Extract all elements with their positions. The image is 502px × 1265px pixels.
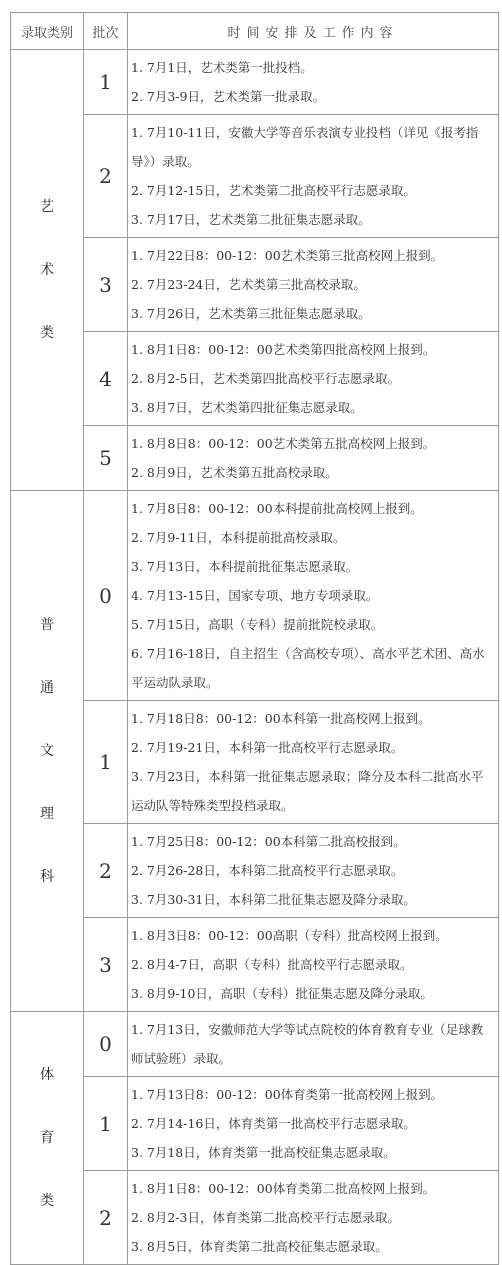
schedule-content-cell xyxy=(128,918,499,1012)
schedule-item: 1. 8月1日8：00-12：00体育类第二批高校网上报到。 xyxy=(131,1181,436,1196)
schedule-item: 1. 7月22日8：00-12：00艺术类第三批高校网上报到。 xyxy=(131,248,444,263)
batch-number: 2 xyxy=(84,1171,128,1265)
table-row xyxy=(11,332,499,426)
schedule-item: 2. 7月14-16日，体育类第一批高校平行志愿录取。 xyxy=(131,1116,416,1131)
schedule-item: 1. 7月25日8：00-12：00本科第二批高校报到。 xyxy=(131,834,406,849)
header-content: 时间安排及工作内容 xyxy=(128,13,499,50)
table-row xyxy=(11,238,499,332)
schedule-item: 5. 7月15日，高职（专科）提前批院校录取。 xyxy=(131,617,384,632)
schedule-content-cell xyxy=(128,824,499,918)
schedule-item: 2. 7月3-9日，艺术类第一批录取。 xyxy=(131,89,325,104)
schedule-item: 2. 7月26-28日，本科第二批高校平行志愿录取。 xyxy=(131,863,404,878)
schedule-item: 2. 8月4-7日，高职（专科）批高校平行志愿录取。 xyxy=(131,957,413,972)
table-row xyxy=(11,1171,499,1265)
schedule-item: 6. 7月16-18日，自主招生（含高校专项）、高水平艺术团、高水平运动队录取。 xyxy=(131,646,485,690)
schedule-content-cell xyxy=(128,50,499,115)
schedule-item: 3. 7月23日，本科第一批征集志愿录取；降分及本科二批高水平运动队等特殊类型投档录取。 xyxy=(131,769,484,813)
schedule-content-cell xyxy=(128,1171,499,1265)
schedule-content-cell xyxy=(128,332,499,426)
schedule-item: 2. 7月9-11日，本科提前批高校录取。 xyxy=(131,530,346,545)
schedule-content-cell xyxy=(128,238,499,332)
category-cell xyxy=(11,50,84,491)
table-row xyxy=(11,1012,499,1077)
schedule-item: 1. 8月3日8：00-12：00高职（专科）批高校网上报到。 xyxy=(131,928,448,943)
table-row xyxy=(11,701,499,824)
batch-number: 5 xyxy=(84,426,128,491)
batch-number: 2 xyxy=(84,824,128,918)
batch-number: 3 xyxy=(84,918,128,1012)
schedule-item: 3. 7月26日，艺术类第三批征集志愿录取。 xyxy=(131,306,371,321)
schedule-item: 3. 8月7日，艺术类第四批征集志愿录取。 xyxy=(131,400,363,415)
schedule-content-cell xyxy=(128,1077,499,1171)
schedule-item: 1. 7月10-11日，安徽大学等音乐表演专业投档（详见《报考指导》）录取。 xyxy=(131,125,479,169)
category-label: 普通文理科 xyxy=(40,616,54,885)
schedule-item: 3. 8月9-10日，高职（专科）批征集志愿及降分录取。 xyxy=(131,986,433,1001)
schedule-content-cell xyxy=(128,701,499,824)
schedule-content-cell xyxy=(128,426,499,491)
schedule-item: 2. 7月19-21日，本科第一批高校平行志愿录取。 xyxy=(131,740,404,755)
schedule-content-cell xyxy=(128,115,499,238)
schedule-item: 2. 8月2-5日，艺术类第四批高校平行志愿录取。 xyxy=(131,371,400,386)
batch-number: 0 xyxy=(84,491,128,701)
schedule-item: 3. 7月17日，艺术类第二批征集志愿录取。 xyxy=(131,212,371,227)
table-row xyxy=(11,491,499,701)
table-row xyxy=(11,1077,499,1171)
schedule-item: 1. 7月18日8：00-12：00本科第一批高校网上报到。 xyxy=(131,711,431,726)
schedule-item: 1. 7月13日8：00-12：00体育类第一批高校网上报到。 xyxy=(131,1087,444,1102)
category-cell xyxy=(11,1012,84,1265)
header-row xyxy=(11,13,499,50)
schedule-content-cell xyxy=(128,491,499,701)
schedule-body xyxy=(11,50,499,1265)
admission-schedule-table xyxy=(10,12,499,1265)
batch-number: 1 xyxy=(84,50,128,115)
schedule-item: 2. 8月9日，艺术类第五批高校录取。 xyxy=(131,465,338,480)
schedule-item: 2. 7月12-15日，艺术类第二批高校平行志愿录取。 xyxy=(131,183,416,198)
schedule-item: 1. 7月1日，艺术类第一批投档。 xyxy=(131,60,313,75)
category-label: 艺术类 xyxy=(40,198,54,341)
batch-number: 3 xyxy=(84,238,128,332)
batch-number: 4 xyxy=(84,332,128,426)
batch-number: 1 xyxy=(84,1077,128,1171)
schedule-item: 3. 8月5日，体育类第二批高校征集志愿录取。 xyxy=(131,1239,388,1254)
table-row xyxy=(11,115,499,238)
schedule-item: 2. 7月23-24日，艺术类第三批高校录取。 xyxy=(131,277,366,292)
table-row xyxy=(11,426,499,491)
batch-number: 2 xyxy=(84,115,128,238)
table-row xyxy=(11,824,499,918)
header-batch: 批次 xyxy=(84,13,128,50)
table-row xyxy=(11,50,499,115)
batch-number: 1 xyxy=(84,701,128,824)
schedule-item: 1. 8月8日8：00-12：00艺术类第五批高校网上报到。 xyxy=(131,436,436,451)
schedule-item: 1. 8月1日8：00-12：00艺术类第四批高校网上报到。 xyxy=(131,342,436,357)
table-row xyxy=(11,918,499,1012)
schedule-item: 1. 7月13日，安徽师范大学等试点院校的体育教育专业（足球教师试验班）录取。 xyxy=(131,1022,484,1066)
schedule-item: 3. 7月18日，体育类第一批高校征集志愿录取。 xyxy=(131,1145,396,1160)
schedule-item: 3. 7月13日，本科提前批征集志愿录取。 xyxy=(131,559,359,574)
schedule-item: 3. 7月30-31日，本科第二批征集志愿及降分录取。 xyxy=(131,892,416,907)
header-category: 录取类别 xyxy=(11,13,84,50)
schedule-content-cell xyxy=(128,1012,499,1077)
schedule-item: 2. 8月2-3日，体育类第二批高校平行志愿录取。 xyxy=(131,1210,400,1225)
schedule-item: 1. 7月8日8：00-12：00本科提前批高校网上报到。 xyxy=(131,501,423,516)
schedule-item: 4. 7月13-15日，国家专项、地方专项录取。 xyxy=(131,588,379,603)
category-label: 体育类 xyxy=(40,1066,54,1209)
batch-number: 0 xyxy=(84,1012,128,1077)
category-cell xyxy=(11,491,84,1012)
